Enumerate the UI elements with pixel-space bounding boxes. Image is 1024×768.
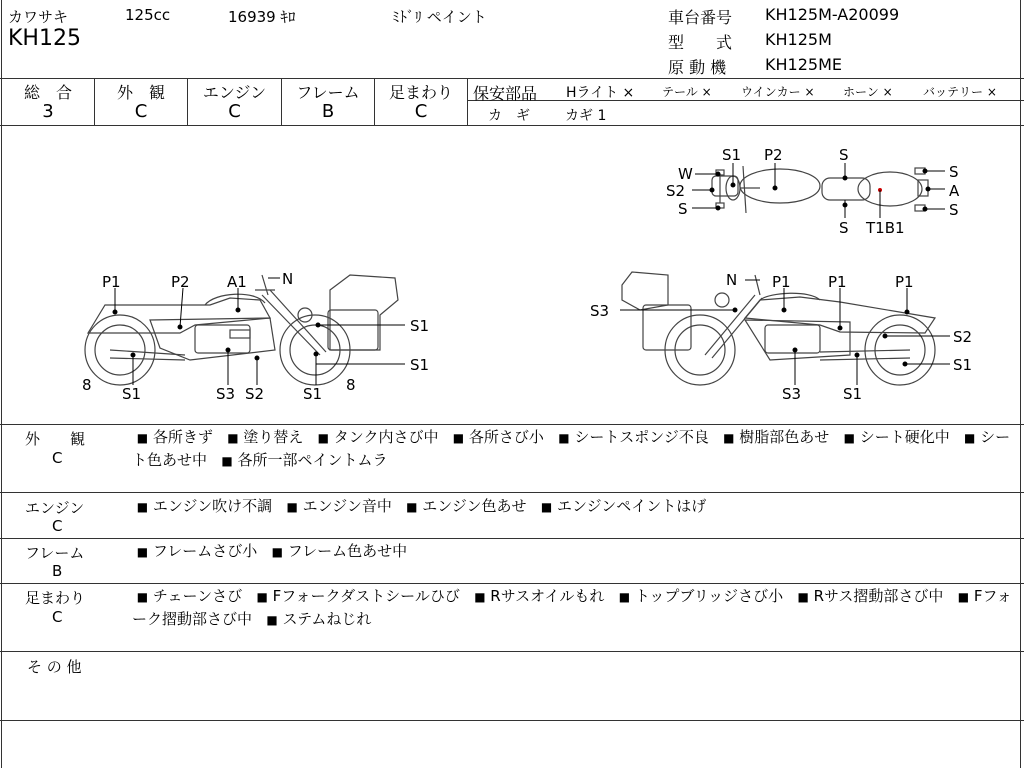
bullet-square-icon: ■ — [540, 500, 553, 514]
type-label: 型 式 — [668, 33, 733, 52]
divider — [467, 78, 468, 125]
color: ﾐﾄﾞﾘ ペイント — [392, 8, 487, 26]
left-label: P1 — [102, 273, 121, 291]
notes-suspension-label: 足まわり — [25, 589, 86, 607]
bullet-square-icon: ■ — [723, 431, 735, 445]
bullet-square-icon: ■ — [256, 590, 268, 604]
key-value: カギ 1 — [565, 108, 607, 124]
left-label: S1 — [410, 356, 430, 374]
headlight-status: Hライト × — [566, 85, 635, 101]
note-item: ■ シート色あせ中 — [132, 428, 1011, 469]
note-item: ■ エンジン音中 — [286, 497, 402, 515]
divider — [0, 78, 1024, 79]
notes-exterior-list — [132, 426, 1012, 472]
notes-engine-list — [132, 495, 1012, 518]
note-item: ■ シート硬化中 — [843, 428, 960, 446]
top-label: S1 — [722, 146, 742, 164]
suspension-grade: C — [414, 101, 428, 122]
top-label: S — [949, 163, 959, 181]
bullet-square-icon: ■ — [618, 590, 631, 604]
bullet-square-icon: ■ — [452, 431, 465, 445]
note-item: ■ 塗り替え — [227, 428, 313, 446]
note-item: ■ 各所さび小 — [452, 428, 554, 446]
exterior-grade: C — [134, 101, 148, 122]
frame-grade: B — [321, 101, 335, 122]
top-label: S — [949, 201, 959, 219]
note-item: ■ 各所きず — [136, 428, 223, 446]
divider — [0, 492, 1024, 493]
top-label: A — [949, 182, 960, 200]
top-label: S — [839, 146, 849, 164]
type-value: KH125M — [765, 30, 832, 49]
note-item: ■ エンジン色あせ — [406, 497, 537, 515]
left-label: S1 — [122, 385, 142, 403]
suspension-label: 足まわり — [388, 83, 453, 102]
bullet-square-icon: ■ — [797, 590, 809, 604]
notes-frame-grade: B — [52, 562, 63, 580]
bullet-square-icon: ■ — [266, 613, 278, 627]
horn-status: ホーン × — [843, 85, 893, 99]
notes-suspension-list — [132, 585, 1012, 631]
engine-label: エンジン — [202, 83, 267, 102]
right-label: P1 — [828, 273, 847, 291]
top-label: W — [678, 165, 693, 183]
notes-exterior-label: 外 観 — [25, 430, 86, 448]
right-label: S1 — [953, 356, 973, 374]
note-item: ■ 各所一部ペイントムラ — [221, 451, 393, 469]
right-label: N — [726, 271, 738, 289]
note-item: ■ タンク内さび中 — [317, 428, 449, 446]
bullet-square-icon: ■ — [227, 431, 239, 445]
battery-status: バッテリー × — [923, 85, 997, 99]
displacement: 125cc — [125, 6, 171, 24]
left-label: A1 — [227, 273, 247, 291]
bullet-square-icon: ■ — [406, 500, 418, 514]
bullet-square-icon: ■ — [136, 590, 149, 604]
bullet-square-icon: ■ — [317, 431, 329, 445]
note-item: ■ 樹脂部色あせ — [723, 428, 839, 446]
bullet-square-icon: ■ — [136, 431, 149, 445]
notes-suspension-grade: C — [52, 608, 63, 626]
top-label: S2 — [666, 182, 686, 200]
left-side-leaders — [113, 278, 405, 385]
note-item: ■ チェーンさび — [136, 587, 252, 605]
note-item: ■ Rサス摺動部さび中 — [797, 587, 953, 605]
model-title: KH125 — [8, 26, 81, 51]
bullet-square-icon: ■ — [843, 431, 855, 445]
right-label: P1 — [895, 273, 914, 291]
note-item: ■ フレームさび小 — [136, 542, 267, 560]
left-label: P2 — [171, 273, 190, 291]
note-item: ■ フレーム色あせ中 — [271, 542, 412, 560]
left-label: 8 — [82, 376, 92, 394]
bullet-square-icon: ■ — [136, 500, 149, 514]
exterior-label: 外 観 — [116, 83, 165, 102]
frame-no-label: 車台番号 — [668, 8, 733, 27]
bullet-square-icon: ■ — [964, 431, 976, 445]
bullet-square-icon: ■ — [271, 545, 283, 559]
notes-engine-label: エンジン — [25, 499, 85, 517]
divider — [0, 720, 1024, 721]
bullet-square-icon: ■ — [474, 590, 486, 604]
key-label: カ ギ — [488, 108, 530, 124]
engine-model: KH125ME — [765, 55, 842, 74]
divider — [0, 651, 1024, 652]
left-label: S1 — [410, 317, 430, 335]
top-label: S — [839, 219, 849, 237]
divider — [0, 538, 1024, 539]
winker-status: ウインカー × — [741, 85, 815, 99]
note-item: ■ Fフォークダストシールひび — [256, 587, 470, 605]
notes-frame-label: フレーム — [25, 544, 85, 562]
notes-engine-grade: C — [52, 517, 63, 535]
left-side-bike — [85, 275, 398, 385]
bullet-square-icon: ■ — [957, 590, 970, 604]
bullet-square-icon: ■ — [221, 454, 233, 468]
overall-grade: 3 — [42, 101, 54, 122]
safety-label: 保安部品 — [473, 84, 538, 103]
notes-frame-list — [132, 540, 1012, 563]
divider — [0, 583, 1024, 584]
note-item: ■ シートスポンジ不良 — [558, 428, 719, 446]
notes-other-label: そ の 他 — [27, 658, 82, 676]
left-label: S3 — [216, 385, 236, 403]
top-label: T1B1 — [866, 219, 905, 237]
engine-model-label: 原 動 機 — [668, 58, 727, 77]
top-label: S — [678, 200, 688, 218]
right-label: S3 — [782, 385, 802, 403]
note-item: ■ トップブリッジさび小 — [618, 587, 793, 605]
note-item: ■ エンジン吹け不調 — [136, 497, 282, 515]
overall-label: 総 合 — [23, 83, 72, 102]
maker: カワサキ — [8, 8, 69, 26]
top-label: P2 — [764, 146, 783, 164]
top-view-bike — [712, 166, 928, 213]
bullet-square-icon: ■ — [136, 545, 149, 559]
left-label: 8 — [346, 376, 356, 394]
left-label: N — [282, 270, 294, 288]
right-label: S2 — [953, 328, 973, 346]
engine-grade: C — [228, 101, 241, 122]
left-label: S2 — [245, 385, 265, 403]
frame-no: KH125M-A20099 — [765, 5, 900, 24]
right-label: P1 — [772, 273, 791, 291]
note-item: ■ Fフォーク摺動部さび中 — [132, 587, 1012, 628]
note-item: ■ ステムねじれ — [266, 610, 377, 628]
left-label: S1 — [303, 385, 323, 403]
divider — [467, 100, 1024, 101]
right-label: S1 — [843, 385, 863, 403]
note-item: ■ エンジンペイントはげ — [540, 497, 711, 515]
bullet-square-icon: ■ — [286, 500, 298, 514]
condition-diagram — [0, 125, 1024, 425]
mileage: 16939 ｷﾛ — [228, 8, 296, 26]
right-label: S3 — [590, 302, 610, 320]
frame-label: フレーム — [296, 83, 360, 102]
bullet-square-icon: ■ — [558, 431, 570, 445]
note-item: ■ Rサスオイルもれ — [474, 587, 614, 605]
notes-exterior-grade: C — [52, 449, 63, 467]
taillight-status: テール × — [662, 85, 712, 99]
